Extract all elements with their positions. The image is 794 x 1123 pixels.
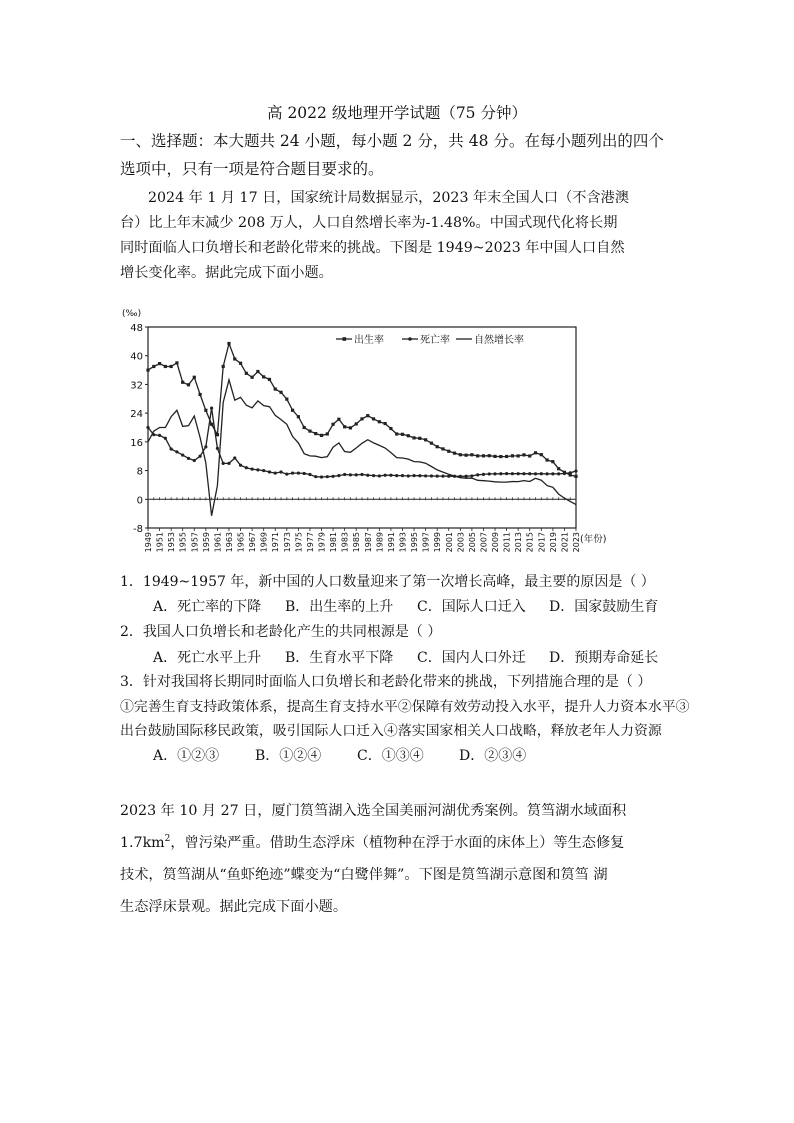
point-death-rate	[436, 474, 439, 477]
point-birth-rate	[222, 365, 225, 368]
x-tick-label: 2017	[537, 532, 547, 553]
x-tick-label: 2013	[514, 532, 524, 553]
x-tick-label: 1959	[201, 532, 211, 553]
x-tick-label: 1987	[363, 532, 373, 553]
point-death-rate	[279, 470, 282, 473]
y-tick-label: 0	[136, 495, 143, 507]
y-unit-label: (‰)	[122, 309, 142, 319]
q1-option-a[interactable]: A．死亡率的下降	[153, 599, 262, 615]
question-2-stem: 2．我国人口负增长和老龄化产生的共同根源是（ ）	[120, 624, 442, 640]
q3-option-b[interactable]: B．①②④	[255, 748, 322, 764]
point-birth-rate	[314, 432, 317, 435]
q1-option-c[interactable]: C．国际人口迁入	[417, 599, 526, 615]
legend-marker	[343, 337, 347, 341]
point-birth-rate	[384, 422, 387, 425]
q2-option-d[interactable]: D．预期寿命延长	[549, 650, 659, 666]
point-death-rate	[389, 474, 392, 477]
x-tick-label: 1983	[340, 532, 350, 553]
point-death-rate	[551, 472, 554, 475]
point-birth-rate	[355, 422, 358, 425]
point-death-rate	[493, 472, 496, 475]
point-death-rate	[569, 471, 572, 474]
point-death-rate	[239, 464, 242, 467]
point-death-rate	[401, 474, 404, 477]
x-tick-label: 1963	[224, 532, 234, 553]
point-birth-rate	[303, 426, 306, 429]
point-birth-rate	[210, 423, 213, 426]
section-heading-line2: 选项中，只有一项是符合题目要求的。	[120, 160, 384, 178]
point-birth-rate	[528, 454, 531, 457]
point-death-rate	[216, 447, 219, 450]
point-death-rate	[424, 474, 427, 477]
x-tick-label: 2015	[525, 532, 535, 553]
passage1-line4: 增长变化率。据此完成下面小题。	[120, 265, 333, 281]
point-death-rate	[557, 472, 560, 475]
y-tick-label: 32	[130, 380, 143, 392]
x-tick-label: 1975	[294, 532, 304, 553]
point-death-rate	[517, 472, 520, 475]
x-tick-label: 1989	[375, 532, 385, 553]
x-tick-label: 2023	[572, 532, 581, 553]
point-death-rate	[441, 475, 444, 478]
question-1-stem: 1．1949~1957 年，新中国的人口数量迎来了第一次增长高峰，最主要的原因是（ ）	[120, 574, 655, 590]
q3-option-a[interactable]: A．①②③	[153, 748, 220, 764]
legend-label: 出生率	[354, 335, 384, 346]
point-birth-rate	[308, 429, 311, 432]
point-birth-rate	[274, 387, 277, 390]
chart-legend	[336, 333, 524, 346]
passage2-line1: 2023 年 10 月 27 日，厦门筼筜湖入选全国美丽河湖优秀案例。筼筜湖水域面积	[120, 803, 627, 819]
point-death-rate	[337, 474, 340, 477]
point-birth-rate	[465, 454, 468, 457]
point-death-rate	[320, 475, 323, 478]
legend-marker	[408, 337, 412, 341]
point-death-rate	[198, 455, 201, 458]
point-death-rate	[256, 468, 259, 471]
point-birth-rate	[430, 442, 433, 445]
point-birth-rate	[187, 383, 190, 386]
point-birth-rate	[331, 423, 334, 426]
point-death-rate	[528, 472, 531, 475]
point-death-rate	[378, 474, 381, 477]
q1-option-d[interactable]: D．国家鼓励生育	[549, 599, 659, 615]
point-death-rate	[407, 474, 410, 477]
q1-option-b[interactable]: B．出生率的上升	[285, 599, 394, 615]
x-tick-label: 1973	[282, 532, 292, 553]
x-tick-label: 1991	[386, 532, 396, 553]
x-tick-label: 2019	[548, 532, 558, 553]
point-death-rate	[540, 472, 543, 475]
point-birth-rate	[268, 378, 271, 381]
point-birth-rate	[574, 475, 577, 478]
point-death-rate	[187, 457, 190, 460]
point-birth-rate	[511, 454, 514, 457]
point-death-rate	[499, 472, 502, 475]
x-tick-label: 1969	[259, 532, 269, 553]
point-death-rate	[545, 472, 548, 475]
point-birth-rate	[482, 454, 485, 457]
point-death-rate	[372, 474, 375, 477]
point-birth-rate	[245, 372, 248, 375]
x-tick-label: 1949	[144, 532, 153, 553]
point-death-rate	[285, 473, 288, 476]
point-birth-rate	[262, 375, 265, 378]
point-birth-rate	[193, 376, 196, 379]
point-death-rate	[465, 475, 468, 478]
point-birth-rate	[447, 450, 450, 453]
series-line-2	[148, 380, 576, 516]
point-death-rate	[170, 447, 173, 450]
point-birth-rate	[216, 433, 219, 436]
point-death-rate	[482, 473, 485, 476]
x-tick-label: 1967	[248, 532, 258, 553]
point-birth-rate	[389, 427, 392, 430]
x-axis-label: (年份)	[580, 534, 607, 545]
point-birth-rate	[181, 381, 184, 384]
q2-option-c[interactable]: C．国内人口外迁	[417, 650, 526, 666]
x-tick-label: 1951	[155, 532, 165, 553]
point-birth-rate	[320, 434, 323, 437]
point-birth-rate	[146, 368, 149, 371]
point-birth-rate	[522, 453, 525, 456]
x-tick-label: 1993	[398, 532, 408, 553]
x-tick-label: 2009	[491, 532, 501, 553]
q2-option-b[interactable]: B．生育水平下降	[285, 650, 394, 666]
population-rate-chart	[118, 302, 652, 564]
y-tick-label: 40	[130, 351, 143, 363]
point-death-rate	[303, 472, 306, 475]
point-death-rate	[181, 454, 184, 457]
point-birth-rate	[540, 453, 543, 456]
point-death-rate	[574, 469, 577, 472]
x-tick-label: 2003	[456, 532, 466, 553]
point-death-rate	[314, 475, 317, 478]
point-birth-rate	[407, 434, 410, 437]
point-death-rate	[395, 474, 398, 477]
point-death-rate	[291, 471, 294, 474]
point-birth-rate	[412, 436, 415, 439]
point-birth-rate	[175, 361, 178, 364]
x-tick-label: 1953	[167, 532, 177, 553]
point-birth-rate	[418, 437, 421, 440]
point-birth-rate	[453, 452, 456, 455]
point-death-rate	[418, 474, 421, 477]
x-tick-label: 1955	[178, 532, 188, 553]
x-tick-label: 2021	[560, 532, 570, 553]
point-birth-rate	[476, 454, 479, 457]
point-death-rate	[251, 468, 254, 471]
point-birth-rate	[239, 362, 242, 365]
q3-option-d[interactable]: D．②③④	[459, 748, 527, 764]
point-death-rate	[412, 474, 415, 477]
x-tick-label: 1979	[317, 532, 327, 553]
point-death-rate	[384, 474, 387, 477]
point-death-rate	[355, 473, 358, 476]
point-death-rate	[227, 462, 230, 465]
point-birth-rate	[291, 409, 294, 412]
question-3-items-line1: ①完善生育支持政策体系，提高生育支持水平②保障有效劳动投入水平，提升人力资本水平③	[120, 699, 690, 715]
point-birth-rate	[360, 417, 363, 420]
x-tick-label: 1981	[329, 532, 339, 553]
point-birth-rate	[170, 365, 173, 368]
point-birth-rate	[441, 447, 444, 450]
x-tick-label: 1995	[410, 532, 420, 553]
y-tick-label: 8	[136, 466, 143, 478]
passage2-line2-text: ，曾污染严重。借助生态浮床（植物种在浮于水面的床体上）等生态修复	[170, 835, 625, 851]
point-birth-rate	[233, 357, 236, 360]
x-tick-label: 1977	[305, 532, 315, 553]
point-death-rate	[470, 474, 473, 477]
point-death-rate	[146, 426, 149, 429]
point-birth-rate	[152, 365, 155, 368]
q2-option-a[interactable]: A．死亡水平上升	[153, 650, 262, 666]
section-heading-line1: 一、选择题：本大题共 24 小题，每小题 2 分，共 48 分。在每小题列出的四个	[120, 132, 664, 150]
point-birth-rate	[164, 365, 167, 368]
point-death-rate	[210, 407, 213, 410]
x-tick-label: 1997	[421, 532, 431, 553]
passage1-line3: 同时面临人口负增长和老龄化带来的挑战。下图是 1949~2023 年中国人口自然	[120, 240, 625, 256]
point-death-rate	[158, 434, 161, 437]
point-birth-rate	[395, 432, 398, 435]
point-birth-rate	[198, 393, 201, 396]
x-tick-label: 1971	[271, 532, 281, 553]
point-birth-rate	[204, 409, 207, 412]
point-death-rate	[268, 470, 271, 473]
point-death-rate	[193, 459, 196, 462]
point-birth-rate	[557, 467, 560, 470]
y-tick-label: -8	[133, 524, 143, 535]
point-birth-rate	[279, 391, 282, 394]
point-death-rate	[233, 456, 236, 459]
point-death-rate	[274, 471, 277, 474]
point-birth-rate	[251, 376, 254, 379]
point-birth-rate	[349, 426, 352, 429]
point-birth-rate	[337, 418, 340, 421]
point-birth-rate	[493, 455, 496, 458]
point-death-rate	[204, 445, 207, 448]
x-tick-label: 1999	[433, 532, 443, 553]
point-death-rate	[331, 475, 334, 478]
point-death-rate	[262, 469, 265, 472]
question-3-stem: 3．针对我国将长期同时面临人口负增长和老龄化带来的挑战，下列措施合理的是（ ）	[120, 674, 652, 690]
y-tick-label: 16	[130, 437, 143, 449]
x-tick-label: 2001	[444, 532, 454, 553]
point-birth-rate	[343, 425, 346, 428]
point-birth-rate	[378, 420, 381, 423]
passage2-line4: 生态浮床景观。据此完成下面小题。	[120, 899, 348, 915]
point-death-rate	[164, 437, 167, 440]
point-death-rate	[349, 473, 352, 476]
point-death-rate	[175, 450, 178, 453]
point-birth-rate	[256, 370, 259, 373]
point-birth-rate	[459, 453, 462, 456]
point-death-rate	[326, 475, 329, 478]
point-death-rate	[511, 472, 514, 475]
point-death-rate	[222, 462, 225, 465]
point-death-rate	[476, 473, 479, 476]
point-death-rate	[488, 472, 491, 475]
x-tick-label: 1957	[190, 532, 200, 553]
x-tick-label: 1965	[236, 532, 246, 553]
x-tick-label: 1985	[352, 532, 362, 553]
chart-series	[146, 342, 577, 516]
point-birth-rate	[424, 438, 427, 441]
x-tick-label: 2005	[467, 532, 477, 553]
passage1-line1: 2024 年 1 月 17 日，国家统计局数据显示，2023 年末全国人口（不含港澳	[148, 190, 630, 206]
point-birth-rate	[326, 432, 329, 435]
area-unit-superscript: 2	[164, 834, 171, 844]
point-death-rate	[360, 473, 363, 476]
point-birth-rate	[297, 415, 300, 418]
passage2-line3: 技术，筼筜湖从“鱼虾绝迹”蝶变为“白鹭伴舞”。下图是筼筜湖示意图和筼筜 湖	[120, 867, 608, 883]
q3-option-c[interactable]: C．①③④	[357, 748, 424, 764]
x-tick-label: 2007	[479, 532, 489, 553]
legend-label: 自然增长率	[474, 335, 524, 346]
point-birth-rate	[227, 342, 230, 345]
point-death-rate	[534, 472, 537, 475]
x-tick-label: 1961	[213, 532, 223, 553]
point-birth-rate	[436, 445, 439, 448]
point-death-rate	[245, 466, 248, 469]
point-death-rate	[505, 472, 508, 475]
x-tick-label: 2011	[502, 532, 512, 553]
point-birth-rate	[158, 362, 161, 365]
point-birth-rate	[372, 417, 375, 420]
point-death-rate	[563, 472, 566, 475]
point-birth-rate	[470, 453, 473, 456]
legend-label: 死亡率	[420, 335, 450, 346]
point-birth-rate	[517, 454, 520, 457]
passage1-line2: 台）比上年末减少 208 万人，人口自然增长率为-1.48%。中国式现代化将长期	[120, 215, 618, 231]
point-birth-rate	[285, 398, 288, 401]
point-death-rate	[343, 473, 346, 476]
question-3-items-line2: 出台鼓励国际移民政策，吸引国际人口迁入④落实国家相关人口战略，释放老年人力资源	[120, 723, 662, 739]
passage2-line2	[120, 833, 624, 853]
point-birth-rate	[534, 451, 537, 454]
y-tick-label: 24	[130, 409, 143, 421]
point-death-rate	[297, 471, 300, 474]
point-birth-rate	[488, 454, 491, 457]
point-death-rate	[522, 472, 525, 475]
lake-area-value: 1.7km	[120, 835, 165, 851]
point-birth-rate	[366, 414, 369, 417]
point-death-rate	[366, 474, 369, 477]
point-death-rate	[430, 474, 433, 477]
point-birth-rate	[499, 455, 502, 458]
exam-title: 高 2022 级地理开学试题（75 分钟）	[267, 104, 527, 122]
point-death-rate	[308, 473, 311, 476]
point-birth-rate	[551, 460, 554, 463]
point-birth-rate	[545, 458, 548, 461]
y-tick-label: 48	[130, 323, 143, 334]
point-birth-rate	[505, 455, 508, 458]
point-birth-rate	[401, 433, 404, 436]
